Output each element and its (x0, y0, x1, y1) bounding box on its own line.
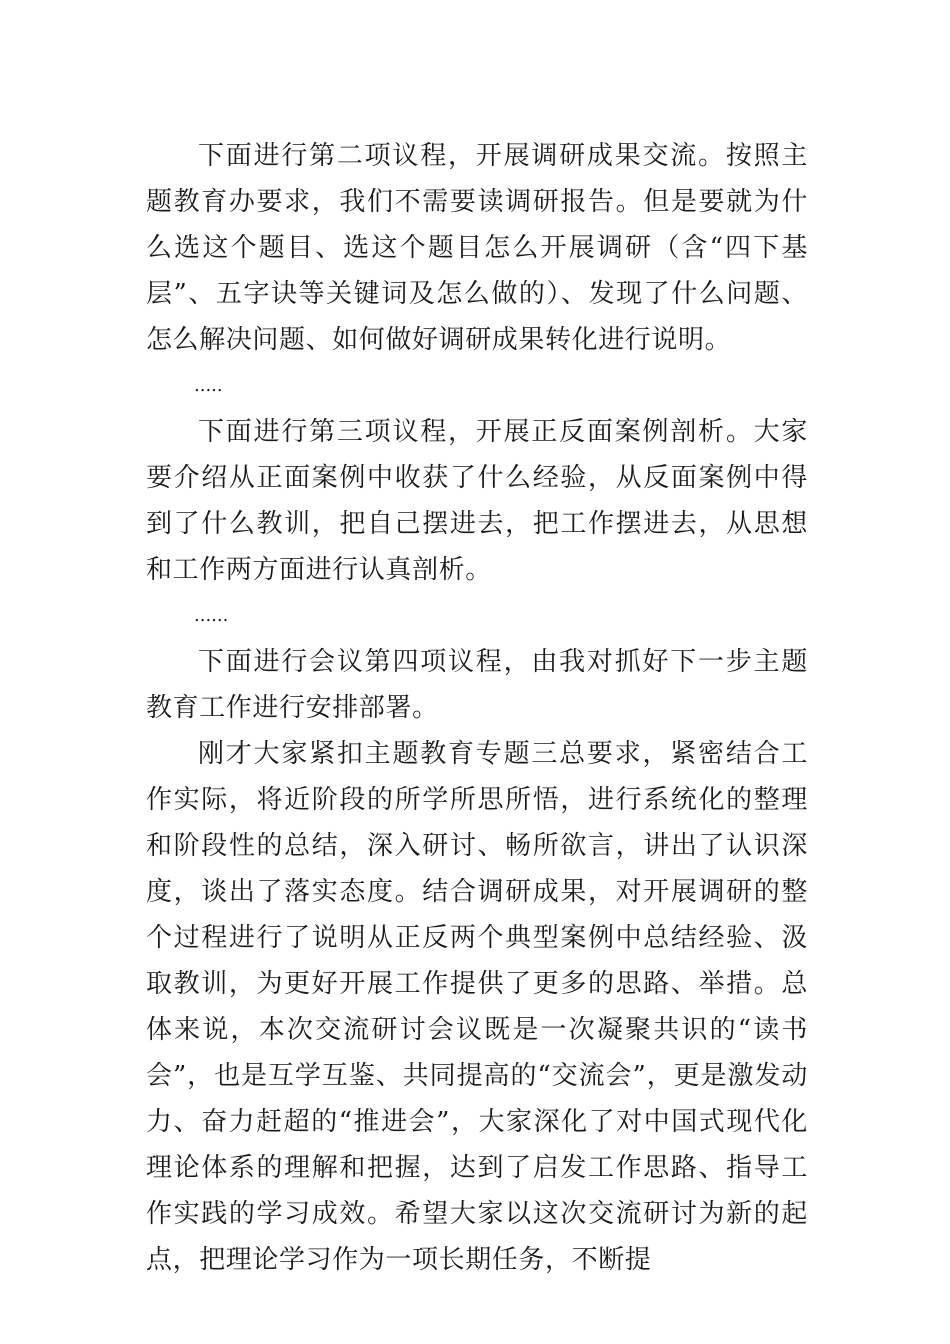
ellipsis-omitted-one: ..... (194, 375, 223, 396)
paragraph-summary: 刚才大家紧扣主题教育专题三总要求，紧密结合工作实际，将近阶段的所学所思所悟，进行系统化的整理和阶段性的总结，深入研讨、畅所欲言，讲出了认识深度，谈出了落实态度。结合调研成果，对开展调研的整个过程进行了说明从正反两个典型案例中总结经验、汲取教训，为更好开展工作提供了更多的思路、举措。总体来说，本次交流研讨会议既是一次凝聚共识的“读书会”，也是互学互鉴、共同提高的“交流会”，更是激发动力、奋力赶超的“推进会”，大家深化了对中国式现代化理论体系的理解和把握，达到了启发工作思路、指导工作实践的学习成效。希望大家以这次交流研讨为新的起点，把理论学习作为一项长期任务，不断提 (146, 739, 808, 1275)
paragraph-agenda-four: 下面进行会议第四项议程，由我对抓好下一步主题教育工作进行安排部署。 (146, 647, 808, 723)
ellipsis-omitted-two: ...... (194, 605, 229, 626)
paragraph-agenda-two: 下面进行第二项议程，开展调研成果交流。按照主题教育办要求，我们不需要读调研报告。但是要就为什么选这个题目、选这个题目怎么开展调研（含“四下基层”、五字诀等关键词及怎么做的）、发现了什么问题、怎么解决问题、如何做好调研成果转化进行说明。 (146, 141, 808, 355)
document-body (146, 133, 808, 1283)
paragraph-agenda-three: 下面进行第三项议程，开展正反面案例剖析。大家要介绍从正面案例中收获了什么经验，从反面案例中得到了什么教训，把自己摆进去，把工作摆进去，从思想和工作两方面进行认真剖析。 (146, 417, 808, 585)
